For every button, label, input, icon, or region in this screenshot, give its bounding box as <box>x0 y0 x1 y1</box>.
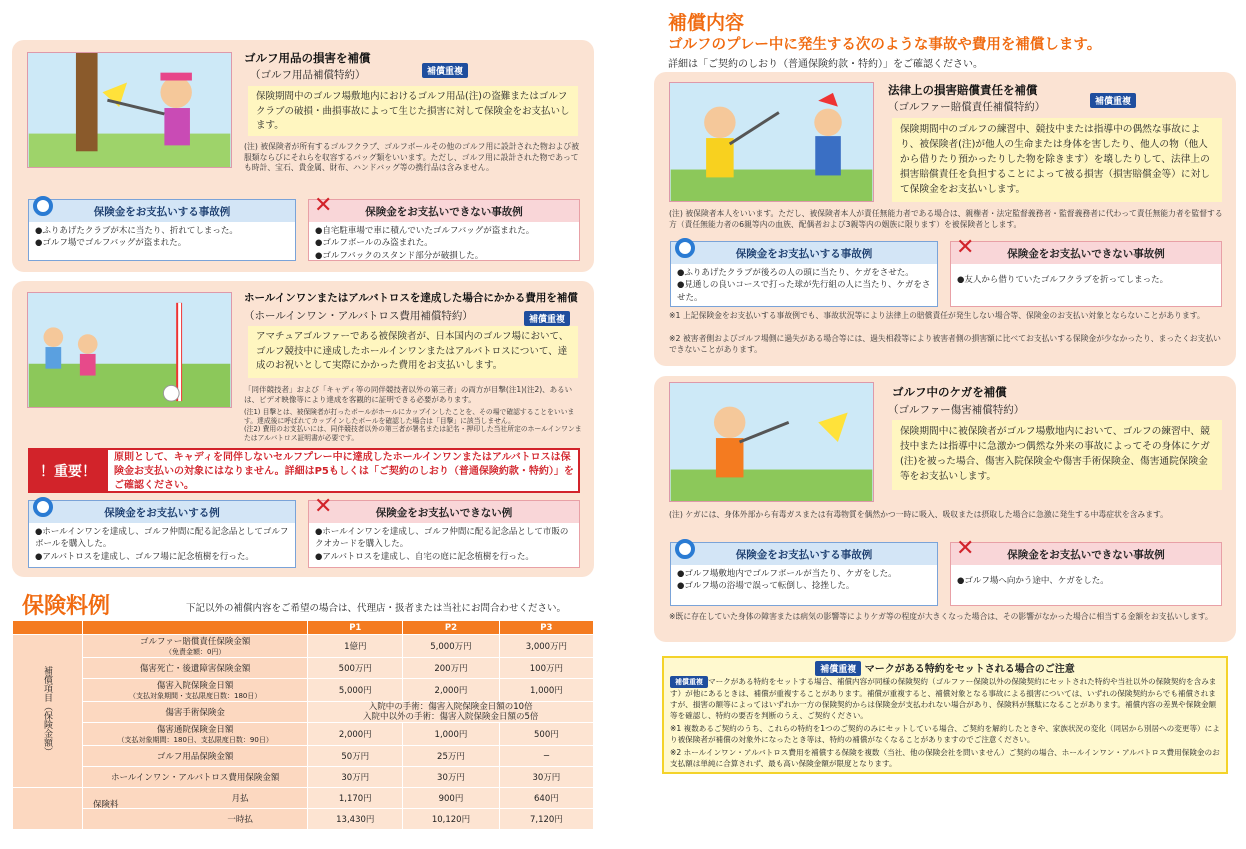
list-item: ●ゴルフ場敷地内でゴルフボールが当たり、ケガをした。 <box>677 569 897 579</box>
ok-circle-icon <box>33 196 53 216</box>
caution-p1: マークがある特約をセットする場合、補償内容が同様の保険契約（ゴルファー保険以外の保険契約にセットされた特約や当社以外の保険契約を含みます）が他にあるときは、補償が重複することがあります。補償が重複すると、補償対象となる事故による損害については、いずれの保険契約からでも補償されますが、損害の額等によってはいずれか一方の保険契約からは保険金が支払われない場合があり、保険料が無駄になることがあります。補償内容の差異や保険金額等を確認し、特約の要否を判断のうえ、ご契約ください。 <box>670 677 1217 721</box>
premium-heading: 保険料例 <box>22 594 111 619</box>
premium-table <box>12 620 594 830</box>
card3-ng-title: 保険金をお支払いできない事故例 <box>1007 247 1165 260</box>
golf-equipment-illustration <box>27 52 232 168</box>
caution-inline-badge: 補償重複 <box>670 676 708 688</box>
card3-note: (注) 被保険者本人をいいます。ただし、被保険者本人が責任無能力者である場合は、親権者・法定監督義務者・監督義務者に代わって責任無能力者を監督する方（責任無能力者の6親等内の血族、配偶者および3親等内の姻族に限ります）を被保険者とします。 <box>669 209 1223 229</box>
list-item: ●ゴルフ場でゴルフバッグが盗まれた。 <box>35 238 187 249</box>
card1-ok-box <box>28 199 296 261</box>
card3-badge: 補償重複 <box>1090 93 1136 108</box>
table-row: 補償項目（保険金額） ゴルファー賠償責任保険金額 （免責金額：0円） 1億円 5,000万円 3,000万円 <box>13 635 594 658</box>
card4-description: 保険期間中に被保険者がゴルフ場敷地内において、ゴルフの練習中、競技中または指導中に急激かつ偶然な外来の事故によってその身体にケガ(注)を被った場合、傷害入院保険金や傷害手術保険金、傷害通院保険金等をお支払いします。 <box>892 420 1222 490</box>
card4-ng-title: 保険金をお支払いできない事故例 <box>1007 548 1165 561</box>
card1-description: 保険期間中のゴルフ場敷地内におけるゴルフ用品(注)の盗難またはゴルフクラブの破損・曲損事故によって生じた損害に対して保険金をお支払いします。 <box>248 86 578 136</box>
table-row: 傷害入院保険金日額 （支払対象期間・支払限度日数：180日） 5,000円 2,000円 1,000円 <box>13 679 594 702</box>
x-mark-icon: ✕ <box>956 235 975 260</box>
ok-circle-icon <box>675 238 695 258</box>
card2-badge: 補償重複 <box>524 311 570 326</box>
card1-note: (注) 被保険者が所有するゴルフクラブ、ゴルフボールその他のゴルフ用に設計された物および被服類ならびにそれらを収容するバッグ類をいいます。ただし、ゴルフ用に設計された物であっても時計、宝石、貴金属、財布、ハンドバッグ等の携行品は含みません。 <box>244 142 580 173</box>
table-row: 傷害通院保険金日額 （支払対象期間：180日、支払限度日数：90日） 2,000円 1,000円 500円 <box>13 723 594 746</box>
card3-foot2: ※2 被害者側およびゴルフ場側に過失がある場合等には、過失相殺等により被害者側の損害額に比べてお支払いする保険金が少なかったり、まったくお支払いできないことがあります。 <box>669 334 1221 354</box>
group-label: 補償項目（保険金額） <box>13 635 83 788</box>
card4-ng-box <box>950 536 1222 606</box>
list-item: ●ゴルフ場の浴場で誤って転倒し、捻挫した。 <box>677 581 855 592</box>
table-row: 傷害死亡・後遺障害保険金額 500万円 200万円 100万円 <box>13 658 594 679</box>
card2-note2: (注1) 目撃とは、被保険者が打ったボールがホールにカップインしたことを、その場で確認することをいいます。達成後に呼ばれてカップインしたボールを確認した場合は「目撃」に該当しません。 <box>244 408 575 426</box>
ok-circle-icon <box>33 497 53 517</box>
x-mark-icon: ✕ <box>956 536 975 561</box>
table-row: 一時払 13,430円 10,120円 7,120円 <box>13 809 594 830</box>
card1-ng-box <box>308 193 580 261</box>
caution-box <box>662 656 1228 774</box>
card2-note1: 「同伴競技者」および「キャディ等の同伴競技者以外の第三者」の両方が目撃(注1)(注2)、あるいは、ビデオ映像等により達成を客観的に証明できる必要があります。 <box>244 385 573 405</box>
plan-header: P3 <box>499 621 593 635</box>
list-item: ●ゴルフバックのスタンド部分が破損した。 <box>315 250 484 261</box>
caution-title: マークがある特約をセットされる場合のご注意 <box>864 664 1075 675</box>
card4-note: (注) ケガには、身体外部から有毒ガスまたは有毒物質を偶然かつ一時に吸入、吸収または摂取した場合に急激に発生する中毒症状を含みます。 <box>669 510 1168 519</box>
plan-header: P1 <box>308 621 403 635</box>
list-item: ●アルバトロスを達成し、ゴルフ場に記念植樹を行った。 <box>35 551 254 562</box>
card2-title: ホールインワンまたはアルバトロスを達成した場合にかかる費用を補償 <box>244 292 578 304</box>
premium-note: 下記以外の補償内容をご希望の場合は、代理店・扱者または当社にお問合わせください。 <box>186 603 567 614</box>
list-item: ●友人から借りていたゴルフクラブを折ってしまった。 <box>957 275 1169 285</box>
card1-ok-title: 保険金をお支払いする事故例 <box>93 205 231 218</box>
right-heading: 補償内容 <box>668 12 745 34</box>
card3-ok-box <box>670 241 938 307</box>
important-box <box>28 448 580 493</box>
x-mark-icon: ✕ <box>314 193 333 218</box>
card4-title: ゴルフ中のケガを補償 <box>892 385 1007 399</box>
table-row: 傷害手術保険金 入院中の手術：傷害入院保険金日額の10倍 入院中以外の手術：傷害入院保険金日額の5倍 <box>13 702 594 723</box>
table-row: 保険料 月払 1,170円 900円 640円 <box>13 788 594 809</box>
card1-title: ゴルフ用品の損害を補償 <box>244 51 371 65</box>
list-item: ●ホールインワンを達成し、ゴルフ仲間に配る記念品としてゴルフボールを購入した。 <box>35 527 289 550</box>
card4-foot: ※既に存在していた身体の障害または病気の影響等によりケガ等の程度が大きくなった場合は、その影響がなかった場合に相当する金額をお支払いします。 <box>669 612 1213 621</box>
list-item: ●ゴルフボールのみ盗まれた。 <box>315 238 433 249</box>
card2-note3: (注2) 費用のお支払いには、同伴競技者以外の第三者が署名または記名・押印した当社所定のホールインワンまたはアルバトロス証明書が必要です。 <box>244 425 582 443</box>
list-item: ●アルバトロスを達成し、自宅の庭に記念植樹を行った。 <box>315 551 534 562</box>
card2-description: アマチュアゴルファーである被保険者が、日本国内のゴルフ場において、ゴルフ競技中に達成したホールインワンまたはアルバトロスについて、達成のお祝いとして実際にかかった費用をお支払いします。 <box>248 326 578 378</box>
hole-in-one-illustration <box>27 292 232 408</box>
card2-ng-title: 保険金をお支払いできない例 <box>375 506 513 519</box>
x-mark-icon: ✕ <box>314 494 333 519</box>
injury-illustration <box>669 382 874 502</box>
right-detail: 詳細は「ご契約のしおり（普通保険約款・特約）」をご確認ください。 <box>668 59 983 70</box>
card2-subtitle: （ホールインワン・アルバトロス費用補償特約） <box>244 310 473 322</box>
table-row: ゴルフ用品保険金額 50万円 25万円 − <box>13 746 594 767</box>
ok-circle-icon <box>675 539 695 559</box>
list-item: ●ふりあげたクラブが木に当たり、折れてしまった。 <box>35 226 238 236</box>
caution-badge: 補償重複 <box>815 661 861 676</box>
card3-ng-box <box>950 235 1222 307</box>
list-item: ●見通しの良いコースで打った球が先行組の人に当たり、ケガをさせた。 <box>677 280 931 303</box>
card1-ng-title: 保険金をお支払いできない事故例 <box>365 205 523 218</box>
card3-foot1: ※1 上記保険金をお支払いする事故例でも、事故状況等により法律上の賠償責任が発生しない場合等、保険金のお支払い対象とならないことがあります。 <box>669 311 1205 320</box>
important-label: ！重要！ <box>28 448 108 493</box>
list-item: ●ゴルフ場へ向かう途中、ケガをした。 <box>957 576 1109 586</box>
list-item: ●ホールインワンを達成し、ゴルフ仲間に配る記念品として市販のクオカードを購入した。 <box>315 527 569 550</box>
card3-subtitle: （ゴルファー賠償責任補償特約） <box>888 101 1046 113</box>
card4-subtitle: （ゴルファー傷害補償特約） <box>888 404 1025 416</box>
caution-p3: ※2 ホールインワン・アルバトロス費用を補償する保険を複数（当社、他の保険会社を問いません）ご契約の場合、ホールインワン・アルバトロス費用保険金のお支払額は単純に合算されず、最も高い保険金額が限度となります。 <box>670 748 1220 769</box>
list-item: ●自宅駐車場で車に積んでいたゴルフバッグが盗まれた。 <box>315 226 535 236</box>
important-text: 原則として、キャディを同伴しないセルフプレー中に達成したホールインワンまたはアルバトロスは保険金お支払いの対象にはなりません。詳細はP5もしくは「ご契約のしおり（普通保険約款・特約）」をご確認ください。 <box>114 452 574 491</box>
right-subheading: ゴルフのプレー中に発生する次のような事故や費用を補償します。 <box>668 37 1102 53</box>
card1-subtitle: （ゴルフ用品補償特約） <box>250 69 366 81</box>
plan-header: P2 <box>403 621 500 635</box>
caution-body <box>670 676 1222 769</box>
list-item: ●ふりあげたクラブが後ろの人の頭に当たり、ケガをさせた。 <box>677 268 914 278</box>
card3-ok-title: 保険金をお支払いする事故例 <box>735 247 873 260</box>
card2-ok-title: 保険金をお支払いする例 <box>104 506 220 519</box>
caution-header <box>664 660 1226 676</box>
table-row: ホールインワン・アルバトロス費用保険金額 30万円 30万円 30万円 <box>13 767 594 788</box>
card4-ok-title: 保険金をお支払いする事故例 <box>735 548 873 561</box>
liability-illustration <box>669 82 874 202</box>
card3-description: 保険期間中のゴルフの練習中、競技中または指導中の偶然な事故により、被保険者(注)が他人の生命または身体を害したり、他人の物（他人から借りたり預かったりした物を除きます）を壊したりして、法律上の損害賠償責任を負担することによって被る損害（損害賠償金等）に対して保険金をお支払いします。 <box>892 118 1222 202</box>
card4-ok-box <box>670 542 938 606</box>
caution-p2: ※1 複数あるご契約のうち、これらの特約を1つのご契約のみにセットしている場合、ご契約を解約したときや、家族状況の変化（同居から別居への変更等）により被保険者が補償の対象外になったとき等は、特約の補償がなくなることがありますのでご注意ください。 <box>670 724 1220 745</box>
card2-ok-box <box>28 500 296 568</box>
card3-title: 法律上の損害賠償責任を補償 <box>888 83 1038 97</box>
card2-ng-box <box>308 494 580 568</box>
card1-badge: 補償重複 <box>422 63 468 78</box>
